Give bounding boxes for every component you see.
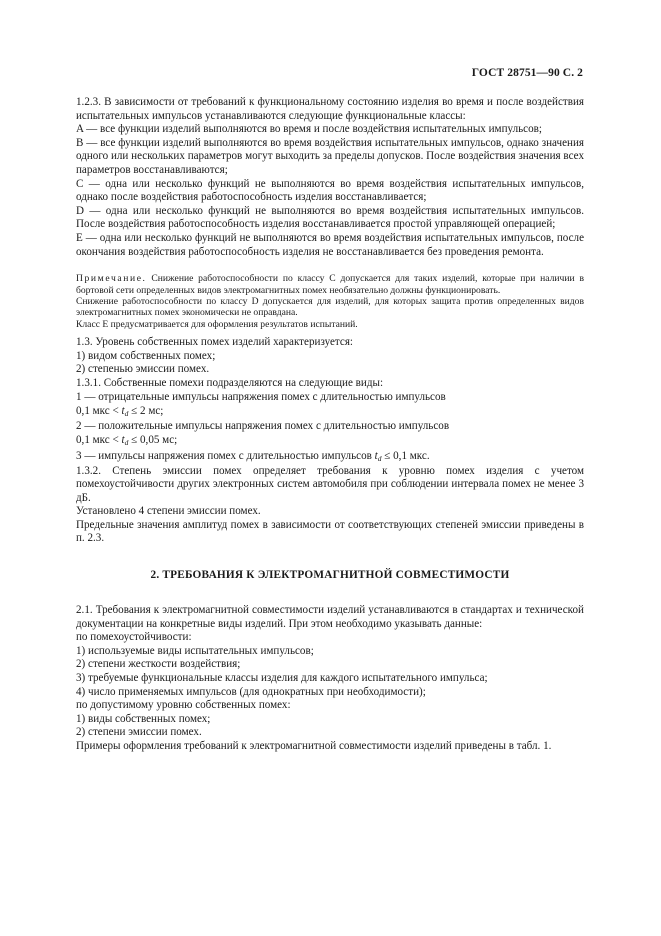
noise-type-2-range: 0,1 мкс < $t_d \le 0,05$ мс; (76, 434, 178, 448)
noise-type-3: 3 — импульсы напряжения помех с длительностью импульсов $t_d \le 0,1$ мкс. (76, 449, 430, 463)
class-d: D — одна или несколько функций не выполняются во время воздействия испытательных импульсов. После воздействия работоспособность изделия восстанавливается простой управляющей операцией; (76, 204, 584, 231)
list-item: 2) степени жесткости воздействия; (76, 658, 241, 671)
paragraph-1-3-2: 1.3.2. Степень эмиссии помех определяет требования к уровню помех изделия с учетом помехоустойчивости других электронных систем автомобиля при соблюдении интервала помех не менее 3 дБ. (76, 464, 584, 504)
noise-type-2: 2 — положительные импульсы напряжения помех с длительностью импульсов (76, 419, 450, 432)
note-1: Примечание. Снижение работоспособности по классу C допускается для таких изделий, которые при наличии в бортовой сети определенных видов электромагнитных помех необязательно должны функционировать. (76, 273, 584, 296)
page-header: ГОСТ 28751—90 С. 2 (471, 67, 583, 79)
document-body (76, 96, 584, 754)
class-e: E — одна или несколько функций не выполняются во время воздействия испытательных импульсов, после окончания воздействия работоспособность изделия не восстанавливается без проведения ремонта. (76, 231, 584, 258)
list-item: 2) степенью эмиссии помех. (76, 363, 210, 376)
list-item: 1) используемые виды испытательных импульсов; (76, 644, 314, 657)
noise-type-1-range: 0,1 мкс < $t_d \le 2$ мс; (76, 405, 164, 419)
paragraph-1-2-3: 1.2.3. В зависимости от требований к функциональному состоянию изделия во время и после воздействия испытательных импульсов устанавливаются следующие функциональные классы: (76, 96, 584, 122)
list-item: 1) виды собственных помех; (76, 712, 211, 725)
list-item: 1) видом собственных помех; (76, 349, 216, 362)
section-2-title: 2. ТРЕБОВАНИЯ К ЭЛЕКТРОМАГНИТНОЙ СОВМЕСТИМОСТИ (150, 569, 510, 582)
list-heading: по допустимому уровню собственных помех: (76, 699, 291, 712)
emission-degrees: Установлено 4 степени эмиссии помех. (76, 505, 261, 518)
list-item: 3) требуемые функциональные классы изделия для каждого испытательного импульса; (76, 672, 488, 685)
note-label: Примечание. (76, 273, 147, 285)
list-item: 2) степени эмиссии помех. (76, 726, 202, 739)
class-b: B — все функции изделий выполняются во время воздействия испытательных импульсов, однако значения одного или нескольких параметров могут выходить за пределы допусков. После воздействия значения всех параметров восстанавливаются; (76, 136, 584, 176)
paragraph-1-3: 1.3. Уровень собственных помех изделий характеризуется: (76, 336, 354, 349)
class-c: C — одна или несколько функций не выполняются во время воздействия испытательных импульсов, однако после воздействия работоспособность изделия восстанавливается; (76, 177, 584, 204)
note-2: Снижение работоспособности по классу D допускается для изделий, для которых защита против определенных видов электромагнитных помех экономически не оправдана. (76, 295, 584, 319)
amplitude-limits: Предельные значения амплитуд помех в зависимости от соответствующих степеней эмиссии приведены в п. 2.3. (76, 518, 584, 545)
noise-type-1: 1 — отрицательные импульсы напряжения помех с длительностью импульсов (76, 390, 446, 403)
paragraph-1-3-1: 1.3.1. Собственные помехи подразделяются на следующие виды: (76, 376, 384, 389)
list-heading: по помехоустойчивости: (76, 631, 192, 644)
note-3: Класс E предусматривается для оформления результатов испытаний. (76, 318, 358, 330)
class-a: A — все функции изделий выполняются во время и после воздействия испытательных импульсов; (76, 123, 542, 136)
list-item: 4) число применяемых импульсов (для однократных при необходимости); (76, 685, 426, 698)
paragraph-2-1: 2.1. Требования к электромагнитной совместимости изделий устанавливаются в стандартах и технической документации на конкретные виды изделий. При этом необходимо указывать данные: (76, 604, 584, 630)
table-reference: Примеры оформления требований к электромагнитной совместимости изделий приведены в табл. 1. (76, 740, 552, 752)
